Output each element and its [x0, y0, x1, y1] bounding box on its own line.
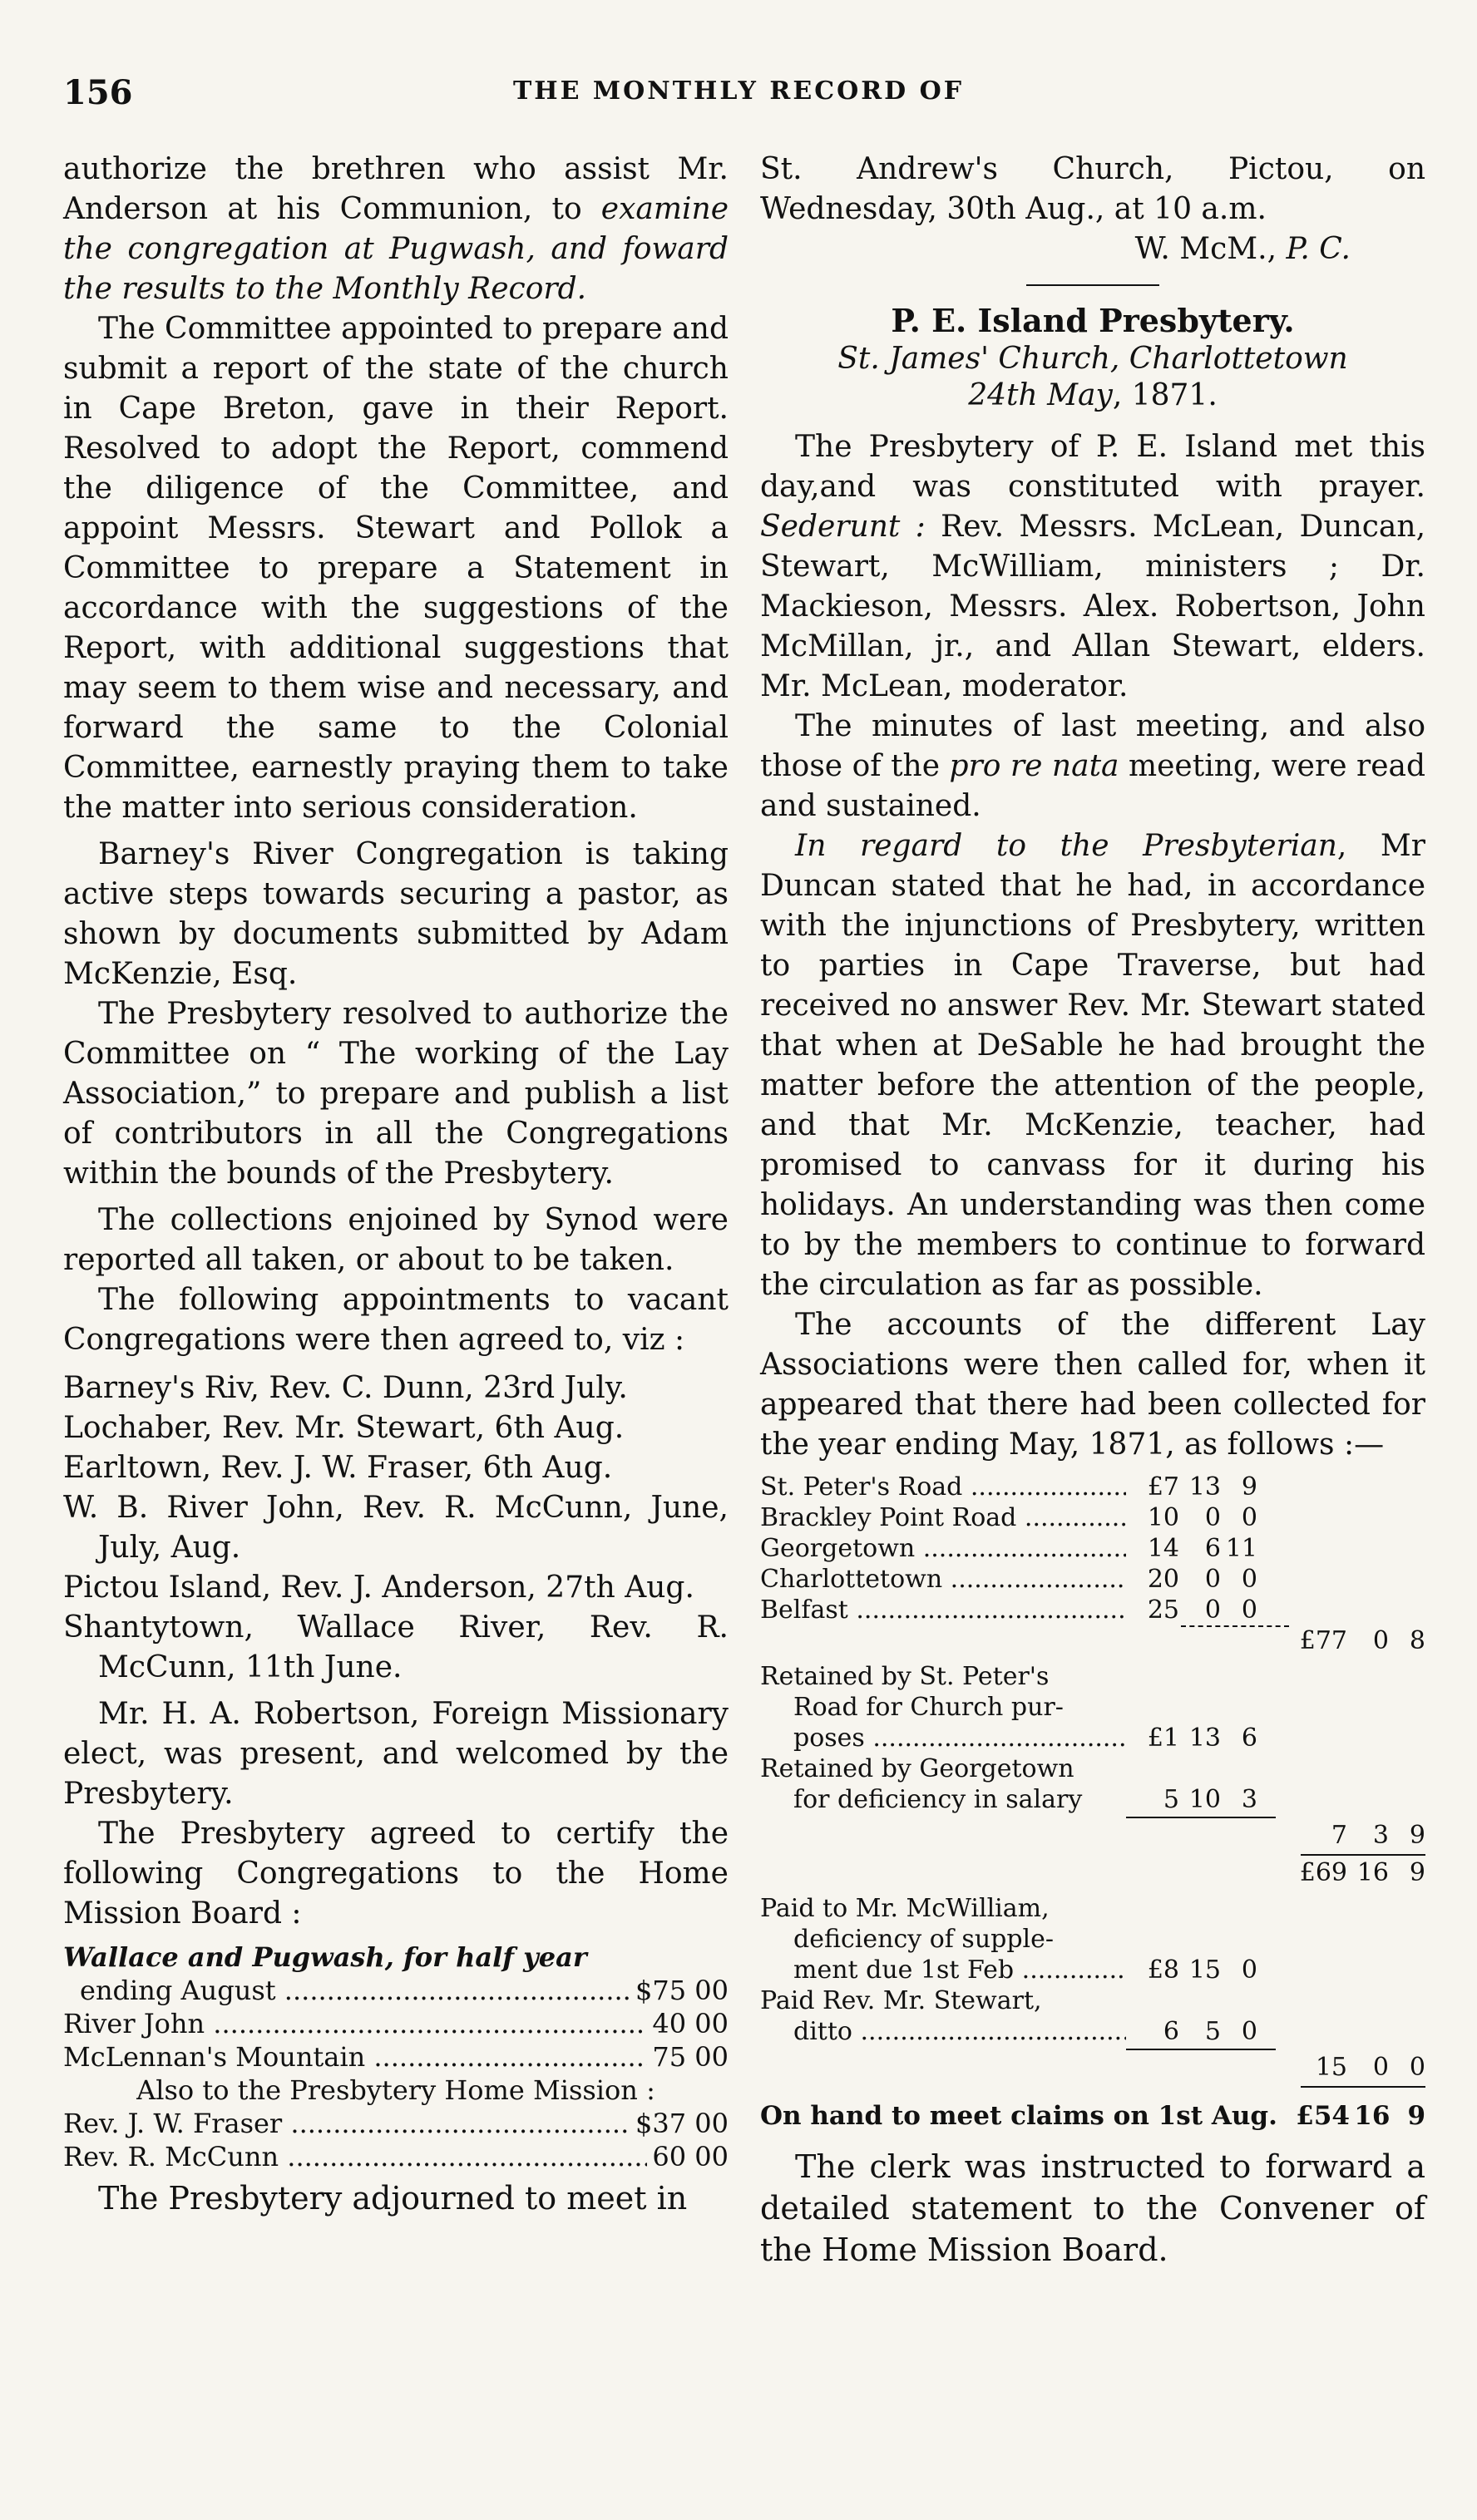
account-shillings: 6 — [1204, 1534, 1221, 1563]
total-pounds: £54 — [1296, 2101, 1351, 2131]
appointment-item: Pictou Island, Rev. J. Anderson, 27th Aug. — [63, 1571, 694, 1605]
account-row — [760, 1502, 1425, 1533]
signature-title: P. C. — [1286, 232, 1351, 266]
text-run-italic: Sederunt : — [760, 510, 926, 544]
row-amount: $37 00 — [635, 2108, 729, 2139]
paragraph-robertson: Mr. H. A. Robertson, Foreign Missionary elect, was present, and welcomed by the Presbytery. — [63, 1697, 729, 1811]
account-shillings: 13 — [1188, 1724, 1221, 1753]
row-amount: 60 00 — [652, 2141, 729, 2172]
account-shillings: 5 — [1204, 2017, 1221, 2046]
total-shillings: 0 — [1372, 2053, 1389, 2082]
account-row — [760, 1692, 1425, 1723]
subheading-year: , 1871. — [1112, 378, 1218, 412]
paragraph-sederunt — [760, 427, 1425, 707]
account-row — [760, 1661, 1425, 1692]
paragraph-certify: The Presbytery agreed to certify the following Congregations to the Home Mission Board : — [63, 1817, 729, 1931]
appointment-item: Barney's Riv, Rev. C. Dunn, 23rd July. — [63, 1371, 628, 1405]
account-pounds: £7 — [1147, 1472, 1179, 1502]
row-label: River John ..... — [63, 2007, 647, 2040]
account-label: Paid to Mr. McWilliam, — [760, 1894, 1050, 1923]
account-row — [760, 1723, 1425, 1753]
right-column — [760, 150, 1425, 2271]
left-column — [63, 150, 729, 2218]
running-title: THE MONTHLY RECORD OF — [512, 76, 965, 106]
account-pounds: £8 — [1147, 1955, 1179, 1985]
total-pounds: £69 — [1299, 1858, 1347, 1887]
certification-row — [63, 2140, 729, 2173]
account-subtotal — [760, 1857, 1425, 1888]
account-row — [760, 1893, 1425, 1924]
account-label: Brackley Point Road ..... — [760, 1502, 1126, 1533]
sum-rule — [1126, 1817, 1276, 1818]
certification-list — [63, 1941, 729, 2173]
accounts-table — [760, 1472, 1425, 2088]
account-label: Georgetown ..... — [760, 1533, 1126, 1564]
account-subtotal — [760, 1625, 1425, 1656]
account-pence: 0 — [1241, 2017, 1257, 2046]
total-pence: 8 — [1409, 1626, 1425, 1655]
subheading-place: St. James' Church, Charlottetown — [837, 342, 1348, 376]
paragraph-collections: The collections enjoined by Synod were reported all taken, or about to be taken. — [63, 1203, 729, 1277]
row-label: Rev. R. McCunn ..... — [63, 2140, 647, 2173]
certification-row — [63, 2107, 729, 2140]
account-shillings: 0 — [1204, 1565, 1221, 1594]
paragraph-minutes — [760, 707, 1425, 826]
account-shillings: 0 — [1204, 1595, 1221, 1625]
sum-rule — [1126, 2049, 1276, 2050]
text-run: The minutes of last meeting, and also those of the — [760, 709, 1425, 783]
account-pence: 6 — [1241, 1724, 1257, 1753]
signature — [760, 229, 1425, 269]
paragraph-clerk: The clerk was instructed to forward a detailed statement to the Convener of the Home Mission Board. — [760, 2148, 1425, 2268]
row-label: McLennan's Mountain ..... — [63, 2040, 647, 2074]
account-label: ment due 1st Feb ..... — [760, 1955, 1126, 1985]
account-pence: 3 — [1241, 1785, 1257, 1814]
row-label: ending August ..... — [80, 1974, 630, 2007]
section-subheading — [760, 341, 1425, 414]
account-pence: 0 — [1241, 1595, 1257, 1625]
certification-title: Wallace and Pugwash, for half year — [63, 1941, 587, 1973]
account-label: ditto ..... — [760, 2016, 1126, 2047]
row-label: Rev. J. W. Fraser ..... — [63, 2107, 630, 2140]
total-shillings: 3 — [1372, 1821, 1389, 1850]
total-shillings: 16 — [1356, 1858, 1389, 1887]
subheading-date: 24th May — [968, 378, 1113, 412]
signature-name: W. McM., — [1134, 232, 1287, 266]
account-row — [760, 1595, 1425, 1625]
total-shillings: 0 — [1372, 1626, 1389, 1655]
account-subtotal — [760, 1820, 1425, 1851]
text-run-italic: Monthly Record. — [333, 272, 587, 306]
appointments-list — [63, 1368, 729, 1688]
text-run-italic: Presbyterian — [1143, 829, 1337, 863]
account-row — [760, 1533, 1425, 1564]
dashed-rule — [1181, 1625, 1289, 1656]
account-row — [760, 1784, 1425, 1815]
account-label: Charlottetown ..... — [760, 1564, 1126, 1595]
account-shillings: 15 — [1188, 1955, 1221, 1985]
text-run: , Mr Duncan stated that he had, in accordance with the injunctions of Presbytery, written to parties in Cape Traverse, but had received no answer Rev. Mr. Stewart stated that when at DeSable he had brought the matter before the attention of the people, and that Mr. McKenzie, teacher, had promised to canvass for it during his holidays. An understanding was then come to by the members to continue to forward the circulation as far as possible. — [760, 829, 1425, 1302]
total-shillings: 16 — [1354, 2101, 1391, 2131]
total-pounds: 15 — [1315, 2053, 1347, 2082]
row-amount: $75 00 — [635, 1975, 729, 2006]
certification-also: Also to the Presbytery Home Mission : — [136, 2074, 655, 2106]
total-pence: 9 — [1409, 1858, 1425, 1887]
account-label: Retained by St. Peter's — [760, 1662, 1050, 1691]
account-row — [760, 2016, 1425, 2047]
total-pence: 0 — [1409, 2053, 1425, 2082]
account-label: Belfast ..... — [760, 1595, 1126, 1625]
account-shillings: 13 — [1188, 1472, 1221, 1502]
account-row — [760, 1955, 1425, 1985]
account-pounds: 25 — [1147, 1595, 1179, 1625]
account-pence: 0 — [1241, 1503, 1257, 1532]
sum-rule — [1301, 2086, 1425, 2088]
section-divider — [1026, 284, 1159, 286]
section-heading: P. E. Island Presbytery. — [891, 302, 1295, 339]
account-pounds: 14 — [1147, 1534, 1179, 1563]
text-run-italic: In regard to the — [795, 829, 1144, 863]
account-row — [760, 1472, 1425, 1502]
account-label: for deficiency in salary — [793, 1785, 1083, 1814]
certification-row — [63, 2007, 729, 2040]
on-hand-total — [760, 2096, 1425, 2136]
account-row — [760, 1985, 1425, 2016]
paragraph-accounts: The accounts of the different Lay Associations were then called for, when it appeared that there had been collected for the year ending May, 1871, as follows :— — [760, 1308, 1425, 1462]
account-shillings: 10 — [1188, 1785, 1221, 1814]
text-run: Rev. Messrs. McLean, Duncan, Stewart, McWilliam, ministers ; Dr. Mackieson, Messrs. Alex. Robertson, John McMillan, jr., and Allan Stewart, elders. Mr. McLean, moderator. — [760, 510, 1426, 703]
row-amount: 75 00 — [652, 2041, 729, 2073]
account-pounds: 20 — [1147, 1565, 1179, 1594]
text-run: authorize the brethren who assist Mr. Anderson at his Communion, to — [63, 152, 729, 226]
account-subtotal — [760, 2052, 1425, 2083]
account-pounds: £1 — [1147, 1724, 1179, 1753]
account-label: deficiency of supple- — [793, 1925, 1055, 1954]
account-pence: 9 — [1241, 1472, 1257, 1502]
paragraph-cape-breton: The Committee appointed to prepare and submit a report of the state of the church in Cape Breton, gave in their Report. Resolved to adopt the Report, commend the diligence of the Committee, and appoint Messrs. Stewart and Pollok a Committee to prepare a Statement in accordance with the suggestions of the Report, with additional suggestions that may seem to them wise and necessary, and forward the same to the Colonial Committee, earnestly praying them to take the matter into serious consideration. — [63, 312, 729, 825]
appointment-item: Shantytown, Wallace River, Rev. R. McCunn, 11th June. — [63, 1610, 729, 1684]
text-run-italic: pro re nata — [949, 749, 1119, 783]
account-pounds: 6 — [1163, 2017, 1179, 2046]
account-pence: 11 — [1225, 1534, 1257, 1563]
total-pounds: 7 — [1331, 1821, 1347, 1850]
account-label: Paid Rev. Mr. Stewart, — [760, 1986, 1042, 2015]
paragraph-continuation — [63, 150, 729, 309]
account-row — [760, 1753, 1425, 1784]
appointment-item: Lochaber, Rev. Mr. Stewart, 6th Aug. — [63, 1411, 625, 1445]
total-pounds: £77 — [1299, 1626, 1347, 1655]
text-run-italic: examine the congregation at Pugwash, and foward the results to the — [63, 192, 729, 306]
total-pence: 9 — [1407, 2101, 1426, 2131]
text-run: The Presbytery of P. E. Island met this day,and was constituted with prayer. — [760, 430, 1425, 504]
certification-row — [63, 2040, 729, 2074]
paragraph-appointments-intro: The following appointments to vacant Congregations were then agreed to, viz : — [63, 1283, 729, 1357]
paragraph-presbyterian — [760, 826, 1425, 1305]
account-label: poses ..... — [760, 1723, 1126, 1753]
account-row — [760, 1564, 1425, 1595]
page-header — [63, 73, 1414, 116]
account-label: Road for Church pur- — [793, 1693, 1064, 1722]
account-pence: 0 — [1241, 1565, 1257, 1594]
certification-row — [63, 1974, 729, 2007]
account-shillings: 0 — [1204, 1503, 1221, 1532]
paragraph-adjourned: The Presbytery adjourned to meet in — [98, 2180, 688, 2217]
row-amount: 40 00 — [652, 2008, 729, 2039]
account-pence: 0 — [1241, 1955, 1257, 1985]
paragraph-lay-association: The Presbytery resolved to authorize the Committee on “ The working of the Lay Association,” to prepare and publish a list of contributors in all the Congregations within the bounds of the Presbytery. — [63, 997, 729, 1191]
total-pence: 9 — [1409, 1821, 1425, 1850]
sum-rule — [1301, 1854, 1425, 1856]
appointment-item: W. B. River John, Rev. R. McCunn, June, July, Aug. — [63, 1491, 729, 1565]
account-pounds: 10 — [1147, 1503, 1179, 1532]
text-run: meeting, were read and sustained. — [760, 749, 1426, 823]
paragraph-continuation: St. Andrew's Church, Pictou, on Wednesday, 30th Aug., at 10 a.m. — [760, 152, 1425, 226]
account-pounds: 5 — [1163, 1785, 1179, 1814]
page-number: 156 — [63, 73, 133, 112]
account-row — [760, 1924, 1425, 1955]
account-label: St. Peter's Road ..... — [760, 1472, 1126, 1502]
appointment-item: Earltown, Rev. J. W. Fraser, 6th Aug. — [63, 1451, 613, 1485]
account-label: Retained by Georgetown — [760, 1754, 1074, 1783]
on-hand-label: On hand to meet claims on 1st Aug. — [760, 2101, 1277, 2131]
paragraph-barneys-river: Barney's River Congregation is taking active steps towards securing a pastor, as shown by documents submitted by Adam McKenzie, Esq. — [63, 837, 729, 991]
